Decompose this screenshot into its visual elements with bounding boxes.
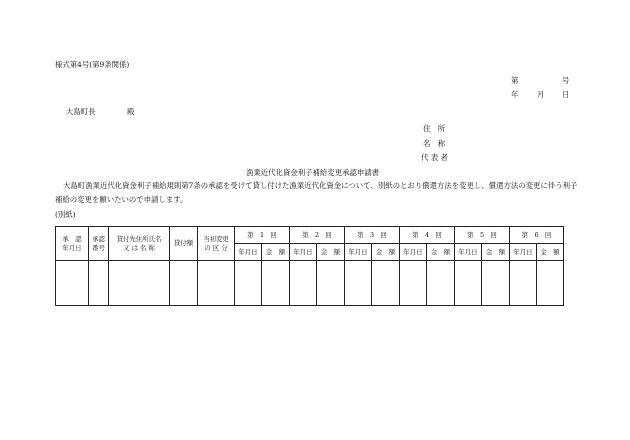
body-text: 大島町漁業近代化資金利子補給規則第7条の承認を受けて貸し付けた漁業近代化資金について、別紙のとおり償還方法を変更し、償還方法の変更に伴う利子補給の変更を願いたいので申請します。 [55,181,578,204]
sub-date: 年月日 [345,244,372,261]
sub-date: 年月日 [290,244,317,261]
form-label: 様式第4号(第9条関係) [55,60,130,69]
applicant-name-label: 名 称 [423,139,446,148]
cell-round-amount [317,261,345,306]
date-year: 年 [511,90,519,99]
cell-approval-date [56,261,89,306]
header-round-1: 第 1 回 [235,227,290,244]
cell-round-amount [537,261,564,306]
table-row [56,261,564,306]
attachment-table [55,226,564,306]
cell-round-date [400,261,427,306]
cell-round-date [290,261,317,306]
addressee-name: 大島町長 [66,107,96,116]
cell-borrower [109,261,170,306]
applicant-representative-label: 代 表 者 [421,153,448,162]
number-dai: 第 [511,76,519,85]
sub-amount: 金 額 [537,244,564,261]
sub-date: 年月日 [235,244,262,261]
sub-amount: 金 額 [372,244,400,261]
header-initial-change: 当初変更 の 区 分 [198,227,235,261]
date-month: 月 [537,90,545,99]
sub-amount: 金 額 [317,244,345,261]
header-round-4: 第 4 回 [400,227,455,244]
sub-amount: 金 額 [482,244,510,261]
cell-round-amount [262,261,290,306]
cell-round-date [345,261,372,306]
header-round-3: 第 3 回 [345,227,400,244]
cell-round-date [235,261,262,306]
attachment-label: (別紙) [55,210,76,219]
sub-date: 年月日 [510,244,537,261]
header-round-6: 第 6 回 [510,227,564,244]
cell-round-date [455,261,482,306]
sub-amount: 金 額 [262,244,290,261]
cell-round-amount [482,261,510,306]
number-go: 号 [562,76,570,85]
document-title: 漁業近代化資金利子補給変更承認申請書 [246,168,380,177]
header-approval-number: 承認 番号 [89,227,109,261]
addressee-honorific: 殿 [127,107,135,116]
header-borrower: 貸付先住所氏名 又 は 名 称 [109,227,170,261]
header-loan-amount: 貸付額 [170,227,198,261]
header-round-5: 第 5 回 [455,227,510,244]
header-round-2: 第 2 回 [290,227,345,244]
cell-loan-amount [170,261,198,306]
sub-amount: 金 額 [427,244,455,261]
cell-approval-number [89,261,109,306]
applicant-address-label: 住 所 [423,124,446,133]
cell-initial-change [198,261,235,306]
cell-round-amount [372,261,400,306]
cell-round-amount [427,261,455,306]
cell-round-date [510,261,537,306]
sub-date: 年月日 [400,244,427,261]
sub-date: 年月日 [455,244,482,261]
date-day: 日 [562,90,570,99]
header-approval-date: 承 認 年月日 [56,227,89,261]
